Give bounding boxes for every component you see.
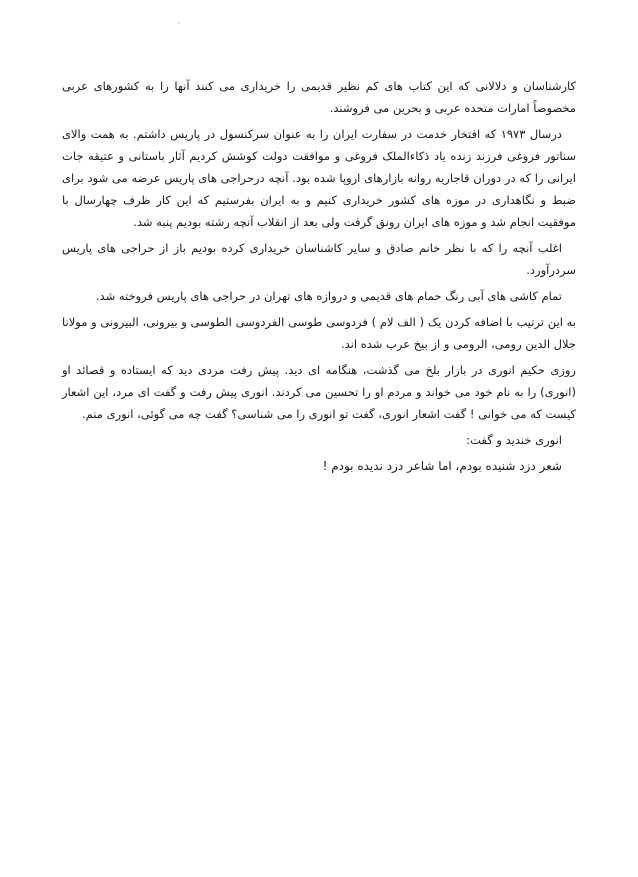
scan-speck xyxy=(178,22,180,24)
paragraph-dealers: کارشناسان و دلالانی که این کتاب های کم نظیر قدیمی را خریداری می کنند آنها را به کشورهای عربی مخصوصاً امارات متحده عربی و بحرین می فروشند. xyxy=(62,79,576,115)
paragraph-paris-auctions: اغلب آنچه را که با نظر خانم صادق و سایر کاشناسان خریداری کرده بودیم باز از حراجی های پاریس سردرآورد. xyxy=(62,241,576,277)
paragraph-tiles: تمام کاشی های آبی رنگ حمام های قدیمی و دروازه های تهران در حراجی های پاریس فروخته شد. xyxy=(95,289,562,303)
paragraph-anvari-laughed: انوری خندید و گفت: xyxy=(466,433,562,447)
paragraph-anvari-story: روزی حکیم انوری در بازار بلخ می گذشت، هنگامه ای دید. پیش رفت مردی دید که ایستاده و قصائد او (انوری) را به نام خود می خواند و مردم او را تحسین می کردند. انوری پیش رفت و گفت ای مرد، این اشعار کیست که می خوانی ! گفت اشعار انوری، گفت تو انوری را می شناسی؟ گفت چه می گوئی، انوری منم. xyxy=(62,363,576,421)
paragraph-alef-lam: به این ترتیب با اضافه کردن یک ( الف لام ) فردوسی طوسی الفردوسی الطوسی و بیرونی، البیرونی و مولانا جلال الدین رومی، الرومی و از بیخ عرب شده اند. xyxy=(62,315,576,351)
paragraph-closing-line: شعر دزد شنیده بودم، اما شاعر دزد ندیده بودم ! xyxy=(322,459,562,473)
paragraph-consul-1973: درسال ۱۹۷۳ که افتخار خدمت در سفارت ایران را به عنوان سرکنسول در پاریس داشتم. به همت والای سناتور فروغی فرزند زنده یاد ذکاءالملک فروغی و موافقت دولت کوشش کردیم آثار باستانی و عتیقه جات ایرانی را که در دوران قاجاریه روانه بازارهای اروپا شده بود. آنچه درحراجی های پاریس عرضه می شود برای ضبط و نگاهداری در موزه های کشور خریداری کنیم و به ایران بفرستیم که این کار ظرف چهارسال با موفقیت انجام شد و موزه های ایران رونق گرفت ولی بعد از انقلاب آنچه رشته بودیم پنبه شد. xyxy=(62,127,576,229)
document-body xyxy=(62,75,576,481)
